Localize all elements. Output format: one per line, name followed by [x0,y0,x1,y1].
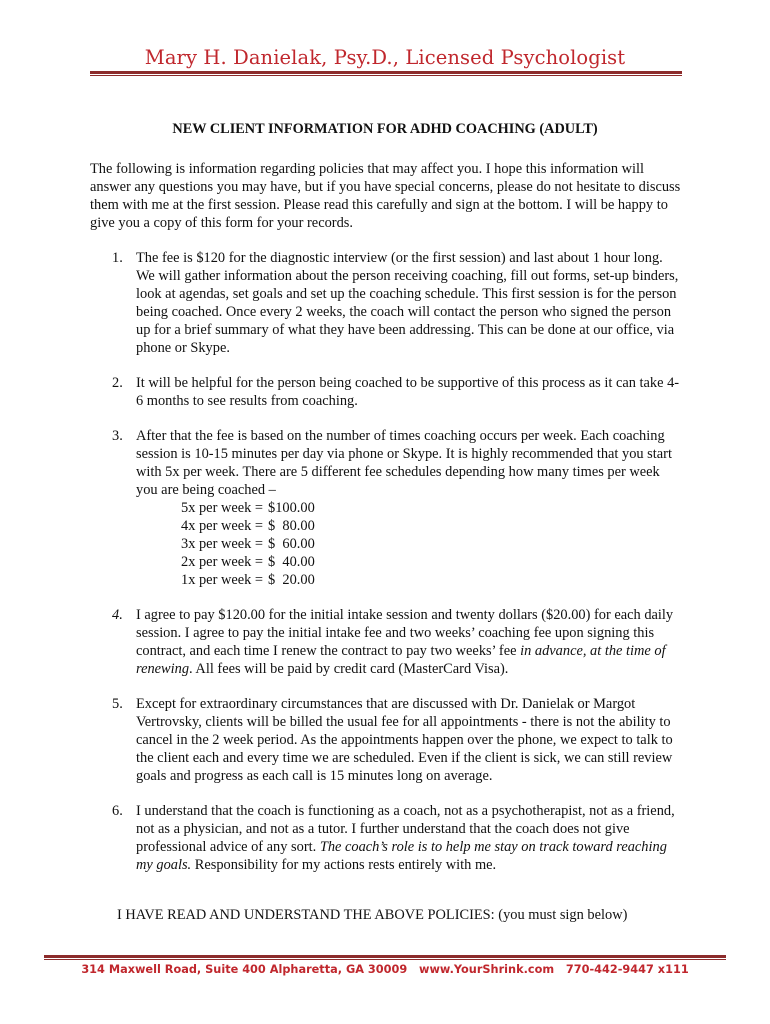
fee-row [181,499,682,517]
policy-item-3 [90,427,682,499]
policy-text-emphasis: The coach’s role is to help me stay on track toward reaching my goals. [136,839,667,873]
fee-row [181,517,682,535]
fee-amount: $100.00 [268,500,315,516]
policy-text: After that the fee is based on the number of times coaching occurs per week. Each coaching session is 10-15 minutes per day via phone or Skype. It is highly recommended that you start with 5x per week. There are 5 different fee schedules depending how many times per week you are being coached – [136,428,672,498]
fee-amount: $ 40.00 [268,554,315,570]
policy-number: 2. [112,375,123,391]
footer-divider-thin [44,959,726,960]
fee-label: 4x per week = [181,518,264,534]
fee-amount: $ 60.00 [268,536,315,552]
policy-item-4 [90,606,682,678]
policy-item-6 [90,802,682,874]
fee-row [181,553,682,571]
letterhead-title: Mary H. Danielak, Psy.D., Licensed Psychologist [144,46,626,69]
policy-text: Except for extraordinary circumstances that are discussed with Dr. Danielak or Margot Vertrovsky, clients will be billed the usual fee for all appointments - there is not the ability to cancel in the 2 week period. As the appointments happen over the phone, we expect to talk to the client each and every time we are scheduled. Even if the client is sick, we can still review goals and progress as each call is 15 minutes long on average. [136,696,673,784]
policy-number: 5. [112,696,123,712]
policy-text: It will be helpful for the person being coached to be supportive of this process as it can take 4-6 months to see results from coaching. [136,375,680,409]
policy-text: I understand that the coach is functioning as a coach, not as a psychotherapist, not as a friend, not as a physician, and not as a tutor. I further understand that the coach does not give professional advice of any sort. [136,803,675,855]
fee-amount: $ 20.00 [268,572,315,588]
policy-number: 4. [112,607,123,623]
fee-label: 3x per week = [181,536,264,552]
policy-item-2 [90,374,682,410]
policy-number: 3. [112,428,123,444]
fee-row [181,535,682,553]
acknowledgement-statement: I HAVE READ AND UNDERSTAND THE ABOVE POLICIES: (you must sign below) [117,907,628,923]
policy-number: 6. [112,803,123,819]
policy-item-1 [90,249,682,357]
policy-text: I agree to pay $120.00 for the initial intake session and twenty dollars ($20.00) for each daily session. I agree to pay the initial intake fee and two weeks’ coaching fee upon signing this contract, and each time I renew the contract to pay two weeks’ fee [136,607,674,659]
footer-divider-thick [44,955,726,958]
fee-label: 5x per week = [181,500,264,516]
fee-amount: $ 80.00 [268,518,315,534]
header-divider-thin [90,75,682,76]
header-divider [90,71,682,77]
footer-divider [44,955,726,961]
policy-number: 1. [112,250,123,266]
fee-label: 2x per week = [181,554,264,570]
intro-paragraph: The following is information regarding policies that may affect you. I hope this information will answer any questions you may have, but if you have special concerns, please do not hesitate to discuss them with me at the first session. Please read this carefully and sign at the bottom. I will be happy to give you a copy of this form for your records. [90,161,681,231]
policy-item-5 [90,695,682,785]
policy-text-end: . All fees will be paid by credit card (MasterCard Visa). [189,661,509,677]
header-divider-thick [90,71,682,74]
fee-label: 1x per week = [181,572,264,588]
document-body [90,160,682,874]
policy-text: The fee is $120 for the diagnostic interview (or the first session) and last about 1 hour long. We will gather information about the person receiving coaching, fill out forms, set-up binders, look at agendas, set goals and set up the coaching schedule. This first session is for the person being coached. Once every 2 weeks, the coach will contact the person who signed the person up for a brief summary of what they have been addressing. This can be done at our office, via phone or Skype. [136,250,679,356]
document-title: NEW CLIENT INFORMATION FOR ADHD COACHING (ADULT) [172,121,598,137]
policy-text-end: Responsibility for my actions rests entirely with me. [191,857,497,873]
fee-row [181,571,682,589]
footer-contact: 314 Maxwell Road, Suite 400 Alpharetta, GA 30009 www.YourShrink.com 770-442-9447 x111 [81,963,689,976]
policy-text-emphasis: in advance, at the time of renewing [136,643,666,677]
fee-schedule [136,499,682,589]
